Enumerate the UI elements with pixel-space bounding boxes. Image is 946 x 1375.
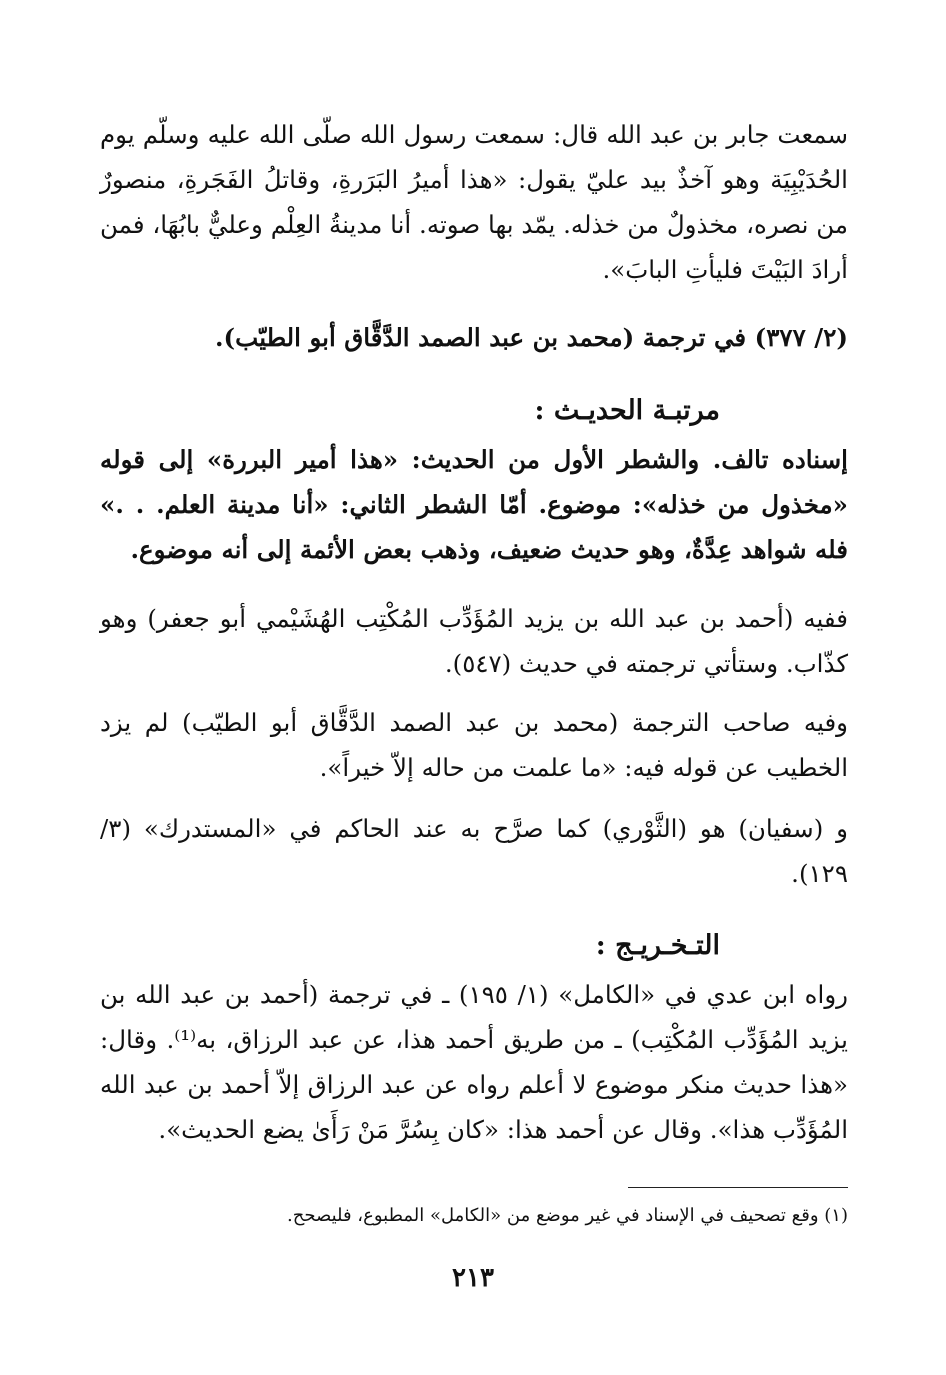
hadith-rank-paragraph: إسناده تالف. والشطر الأول من الحديث: «هذا أمير البررة» إلى قوله «مخذول من خذله»: موضوع. أمّا الشطر الثاني: «أنا مدينة العلم. . .» فله شواهد عِدَّةٌ، وهو حديث ضعيف، وذهب بعض الأئمة إلى أنه موضوع. [100,445,848,564]
hadith-text-paragraph: سمعت جابر بن عبد الله قال: سمعت رسول الله صلّى الله عليه وسلّم يوم الحُدَيْبِيَة وهو آخذٌ بيد عليّ يقول: «هذا أميرُ البَرَرةِ، وقاتلُ الفَجَرةِ، منصورٌ من نصره، مخذولٌ من خذله. يمّد بها صوته. أنا مدينةُ العِلْم وعليٌّ بابُهَا، فمن أرادَ البَيْتَ فليأتِ البابَ». [100,120,848,284]
section-heading-takhrij: التـخـريـج : [595,930,720,961]
takhrij-paragraph: رواه ابن عدي في «الكامل» (١/ ١٩٥) ـ في ترجمة (أحمد بن عبد الله بن يزيد المُؤَدِّب المُكْتِب) ـ من طريق أحمد هذا، عن عبد الرزاق، به⁽¹⁾. وقال: «هذا حديث منكر موضوع لا أعلم رواه عن عبد الرزاق إلاّ أحمد بن عبد الله المُؤَدِّب هذا». وقال عن أحمد هذا: «كان بِسُرَّ مَنْ رَأَىٰ يضع الحديث». [100,980,848,1144]
sufyan-note-paragraph: و (سفيان) هو (الثَّوْري) كما صرَّح به عند الحاكم في «المستدرك» (٣/ ١٢٩). [100,814,848,888]
footnote: (١) وقع تصحيف في الإسناد في غير موضع من «الكامل» المطبوع، فليصحح. [287,1205,848,1226]
source-reference-paragraph: (٢/ ٣٧٧) في ترجمة (محمد بن عبد الصمد الدَّقَّاق أبو الطيّب). [215,323,848,352]
footnote-divider [628,1187,848,1188]
page-number: ٢١٣ [452,1263,494,1293]
section-heading-hadith-rank: مرتبـة الحديـث : [534,395,720,426]
narrator-note-paragraph: ففيه (أحمد بن عبد الله بن يزيد المُؤَدِّب المُكْتِب الهُشَيْمي أبو جعفر) وهو كذّاب. وستأتي ترجمته في حديث (٥٤٧). [100,604,848,678]
biography-note-paragraph: وفيه صاحب الترجمة (محمد بن عبد الصمد الدَّقَّاق أبو الطيّب) لم يزد الخطيب عن قوله فيه: «ما علمت من حاله إلاّ خيراً». [100,708,848,782]
